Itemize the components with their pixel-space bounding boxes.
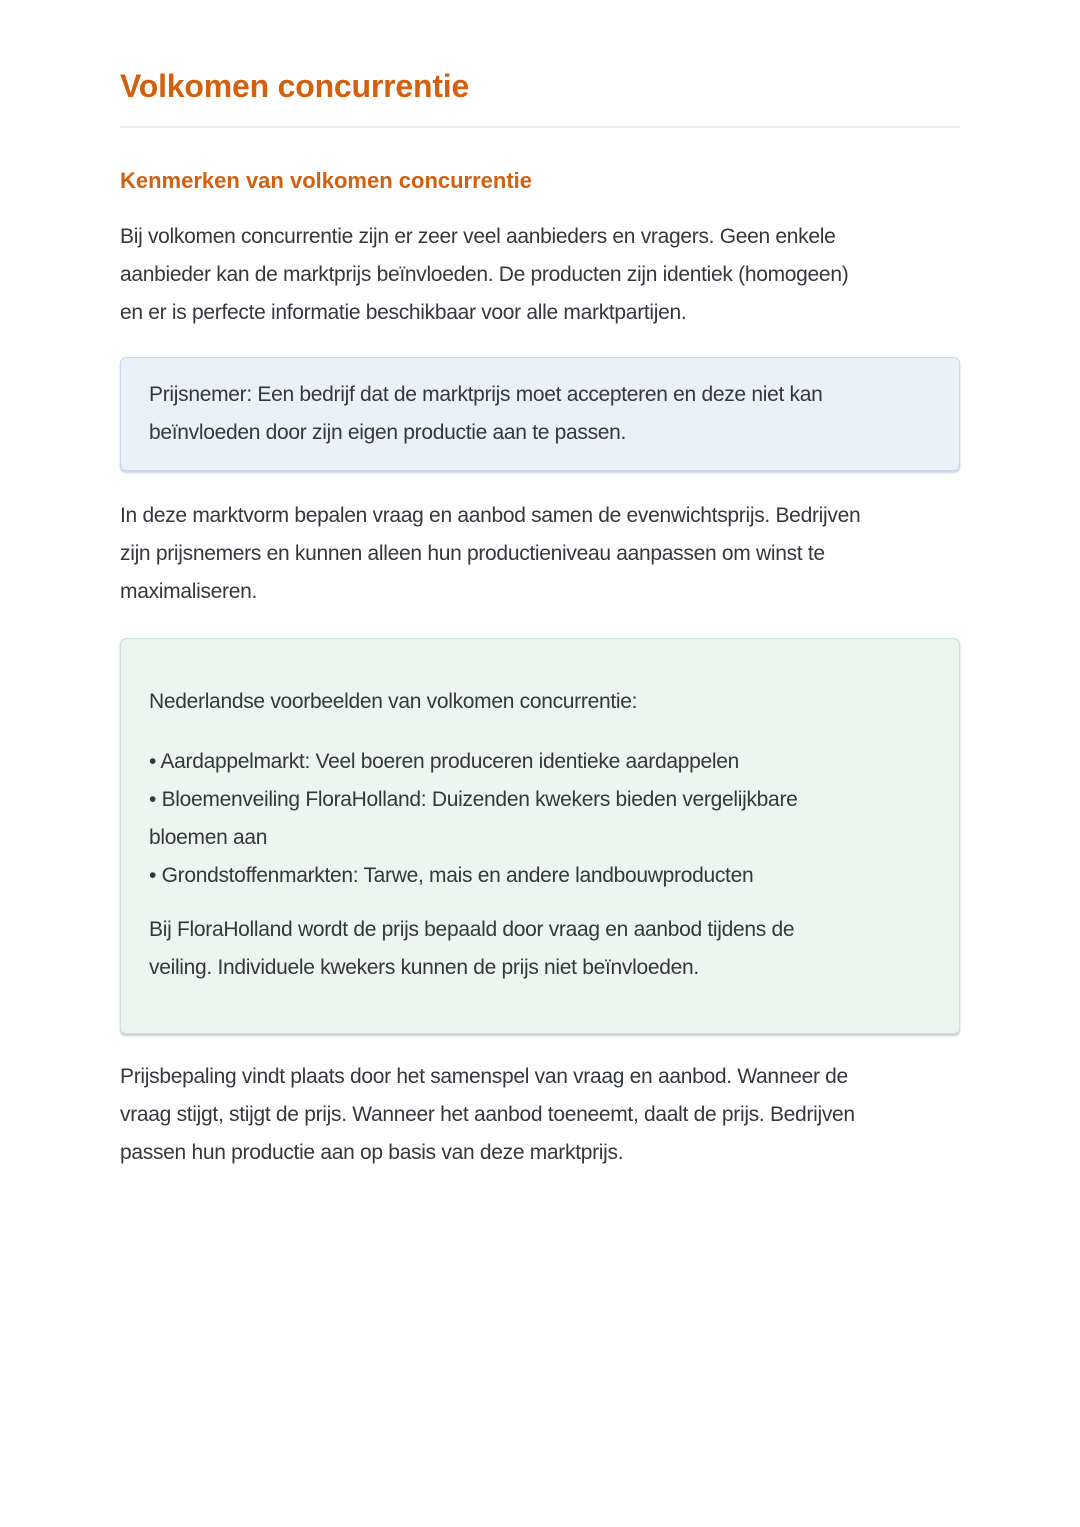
title-divider bbox=[120, 126, 960, 128]
page-title: Volkomen concurrentie bbox=[120, 68, 470, 104]
definition-callout bbox=[120, 357, 960, 471]
examples-callout bbox=[120, 638, 960, 1034]
text-line: aanbieder kan de marktprijs beïnvloeden. De producten zijn identiek (homogeen) bbox=[120, 263, 849, 286]
list-item: • Aardappelmarkt: Veel boeren produceren identieke aardappelen bbox=[149, 750, 740, 773]
definition-text-line: Prijsnemer: Een bedrijf dat de marktprijs moet accepteren en deze niet kan bbox=[149, 383, 823, 406]
text-line: Bij volkomen concurrentie zijn er zeer veel aanbieders en vragers. Geen enkele bbox=[120, 225, 836, 248]
definition-text-line: beïnvloeden door zijn eigen productie aan te passen. bbox=[149, 421, 627, 444]
text-line: veiling. Individuele kwekers kunnen de prijs niet beïnvloeden. bbox=[149, 956, 699, 979]
examples-note-paragraph bbox=[149, 911, 931, 987]
text-line: Bij FloraHolland wordt de prijs bepaald door vraag en aanbod tijdens de bbox=[149, 918, 795, 941]
list-item: • Grondstoffenmarkten: Tarwe, mais en andere landbouwproducten bbox=[149, 864, 754, 887]
text-line: Prijsbepaling vindt plaats door het samenspel van vraag en aanbod. Wanneer de bbox=[120, 1065, 848, 1088]
section-heading: Kenmerken van volkomen concurrentie bbox=[120, 168, 533, 193]
text-line: In deze marktvorm bepalen vraag en aanbod samen de evenwichtsprijs. Bedrijven bbox=[120, 504, 861, 527]
text-line: passen hun productie aan op basis van deze marktprijs. bbox=[120, 1141, 624, 1164]
examples-heading: Nederlandse voorbeelden van volkomen concurrentie: bbox=[149, 690, 638, 713]
examples-list bbox=[149, 743, 931, 895]
text-line: en er is perfecte informatie beschikbaar voor alle marktpartijen. bbox=[120, 301, 687, 324]
market-paragraph bbox=[120, 497, 960, 611]
intro-paragraph bbox=[120, 218, 960, 332]
text-line: vraag stijgt, stijgt de prijs. Wanneer het aanbod toeneemt, daalt de prijs. Bedrijven bbox=[120, 1103, 855, 1126]
list-item-continuation: bloemen aan bbox=[149, 826, 268, 849]
pricing-paragraph bbox=[120, 1058, 960, 1172]
text-line: maximaliseren. bbox=[120, 580, 258, 603]
list-item: • Bloemenveiling FloraHolland: Duizenden kwekers bieden vergelijkbare bbox=[149, 788, 798, 811]
text-line: zijn prijsnemers en kunnen alleen hun productieniveau aanpassen om winst te bbox=[120, 542, 825, 565]
